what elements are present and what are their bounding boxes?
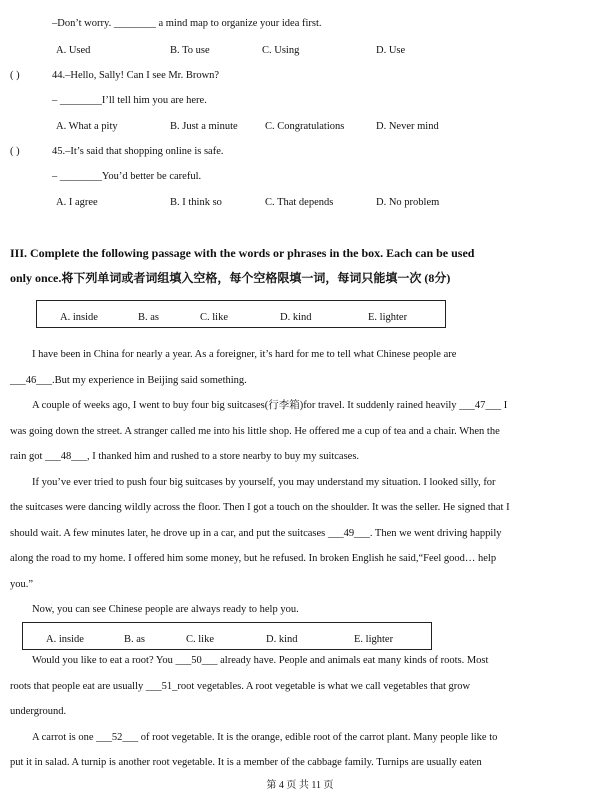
passage2-line: roots that people eat are usually ___51_root vegetables. A root vegetable is what we call vegetables that grow	[10, 681, 471, 692]
word-box-1-option-d: D. kind	[280, 312, 312, 323]
word-box-2-option-d: D. kind	[266, 634, 298, 645]
passage1-line: along the road to my home. I offered him some money, but he refused. In broken English he said,“Feel good… help	[10, 553, 497, 564]
word-box-2-option-e: E. lighter	[354, 634, 394, 645]
passage1-line: ___46___.But my experience in Beijing said something.	[10, 375, 247, 386]
word-box-2-option-a: A. inside	[46, 634, 84, 645]
q44-option-d: D. Never mind	[376, 121, 439, 132]
passage1-line: A couple of weeks ago, I went to buy four big suitcases(行李箱)for travel. It suddenly rained heavily ___47___ I	[32, 400, 508, 411]
word-box-1-option-b: B. as	[138, 312, 159, 323]
word-box-2-option-b: B. as	[124, 634, 145, 645]
q44-option-a: A. What a pity	[56, 121, 118, 132]
q43-option-d: D. Use	[376, 45, 406, 56]
q43-option-b: B. To use	[170, 45, 210, 56]
passage1-line: should wait. A few minutes later, he drove up in a car, and put the suitcases ___49___. Then we went driving happily	[10, 528, 502, 539]
q45-option-a: A. I agree	[56, 197, 98, 208]
q44-stem: 44.–Hello, Sally! Can I see Mr. Brown?	[52, 70, 220, 81]
passage2-line: A carrot is one ___52___ of root vegetable. It is the orange, edible root of the carrot plant. Many people like to	[32, 732, 498, 743]
word-box-1-option-c: C. like	[200, 312, 228, 323]
q45-option-c: C. That depends	[265, 197, 334, 208]
q45-answer-paren: ( )	[10, 146, 20, 157]
passage2-line: put it in salad. A turnip is another root vegetable. It is a member of the cabbage family. Turnips are usually eaten	[10, 757, 482, 768]
word-box-1-option-e: E. lighter	[368, 312, 408, 323]
q43-answer-line: –Don’t worry. ________ a mind map to organize your idea first.	[52, 18, 322, 29]
passage1-line: you.”	[10, 579, 34, 590]
section-title-line1: III. Complete the following passage with the words or phrases in the box. Each can be used	[10, 246, 475, 260]
passage1-line: If you’ve ever tried to push four big suitcases by yourself, you may understand my situation. I looked silly, for	[32, 477, 496, 488]
q45-option-d: D. No problem	[376, 197, 440, 208]
passage2-line: underground.	[10, 706, 67, 717]
passage1-line: Now, you can see Chinese people are always ready to help you.	[32, 604, 299, 615]
q45-stem: 45.–It’s said that shopping online is safe.	[52, 146, 224, 157]
passage2-line: Would you like to eat a root? You ___50___ already have. People and animals eat many kinds of roots. Most	[32, 655, 489, 666]
q44-answer-line: – ________I’ll tell him you are here.	[52, 95, 207, 106]
q43-option-a: A. Used	[56, 45, 91, 56]
passage1-line: the suitcases were dancing wildly across the floor. Then I got a touch on the shoulder. It was the seller. He signed that I	[10, 502, 510, 513]
section-title-line2: only once.将下列单词或者词组填入空格，每个空格限填一词，每词只能填一次 (8分)	[10, 271, 451, 285]
word-box-2-option-c: C. like	[186, 634, 214, 645]
passage1-line: was going down the street. A stranger called me into his little shop. He offered me a cup of tea and a chair. When the	[10, 426, 500, 437]
q44-option-b: B. Just a minute	[170, 121, 238, 132]
page-footer: 第 4 页 共 11 页	[266, 780, 334, 791]
q45-answer-line: – ________You’d better be careful.	[52, 171, 202, 182]
passage1-line: rain got ___48___, I thanked him and rushed to a store nearby to buy my suitcases.	[10, 451, 360, 462]
q45-option-b: B. I think so	[170, 197, 222, 208]
q44-answer-paren: ( )	[10, 70, 20, 81]
q44-option-c: C. Congratulations	[265, 121, 345, 132]
q43-option-c: C. Using	[262, 45, 300, 56]
word-box-1-option-a: A. inside	[60, 312, 98, 323]
passage1-line: I have been in China for nearly a year. As a foreigner, it’s hard for me to tell what Chinese people are	[32, 349, 457, 360]
